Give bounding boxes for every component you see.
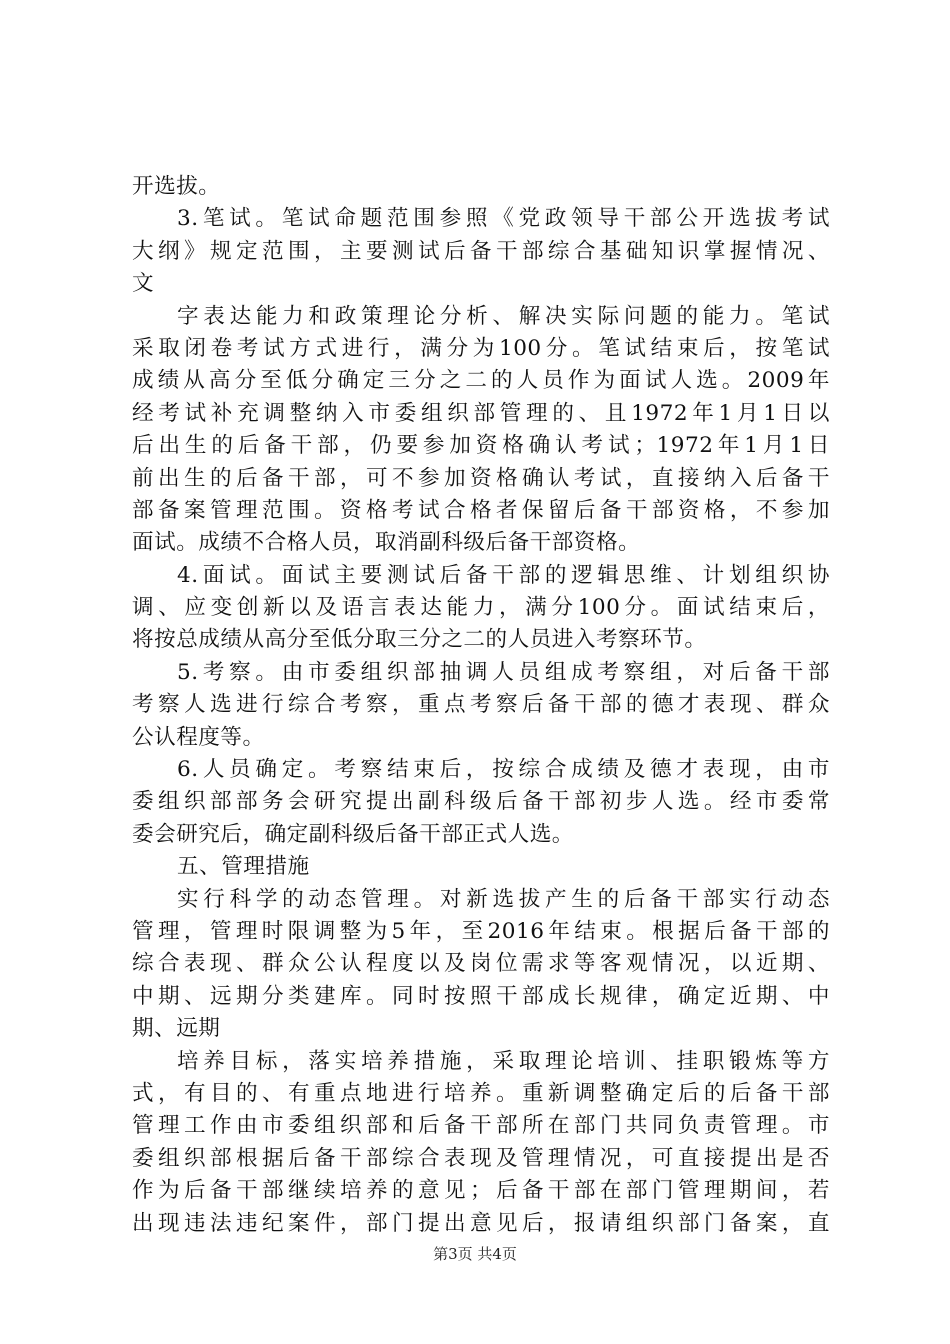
text-line: 出现违法违纪案件，部门提出意见后，报请组织部门备案，直 [132, 1210, 830, 1236]
text-line: 管理工作由市委组织部和后备干部所在部门共同负责管理。市 [132, 1113, 830, 1139]
text-line: 6.人员确定。考察结束后，按综合成绩及德才表现，由市 [177, 757, 830, 783]
text-line: 调、应变创新以及语言表达能力，满分100分。面试结束后， [132, 595, 830, 621]
text-line: 中期、远期分类建库。同时按照干部成长规律，确定近期、中 [132, 983, 830, 1009]
text-line: 作为后备干部继续培养的意见；后备干部在部门管理期间，若 [132, 1178, 830, 1204]
text-line: 面试。成绩不合格人员，取消副科级后备干部资格。 [132, 530, 641, 556]
page-number-label: 第3页 共4页 [433, 1245, 517, 1263]
text-line: 期、远期 [132, 1016, 221, 1042]
text-line: 委组织部部务会研究提出副科级后备干部初步人选。经市委常 [132, 789, 830, 815]
text-line: 大纲》规定范围，主要测试后备干部综合基础知识掌握情况、 [132, 238, 830, 264]
section-heading: 五、管理措施 [177, 854, 310, 880]
text-line: 5.考察。由市委组织部抽调人员组成考察组，对后备干部 [177, 659, 830, 685]
text-line: 式，有目的、有重点地进行培养。重新调整确定后的后备干部 [132, 1080, 830, 1106]
text-line: 字表达能力和政策理论分析、解决实际问题的能力。笔试 [177, 303, 830, 329]
page-footer [0, 1244, 950, 1264]
text-line: 委组织部根据后备干部综合表现及管理情况，可直接提出是否 [132, 1145, 830, 1171]
text-line: 开选拔。 [132, 174, 221, 199]
text-line: 前出生的后备干部，可不参加资格确认考试，直接纳入后备干 [132, 465, 830, 491]
text-line: 经考试补充调整纳入市委组织部管理的、且1972年1月1日以 [132, 400, 830, 426]
text-line: 培养目标，落实培养措施，采取理论培训、挂职锻炼等方 [177, 1048, 830, 1074]
text-line: 4.面试。面试主要测试后备干部的逻辑思维、计划组织协 [177, 562, 830, 588]
text-line: 3.笔试。笔试命题范围参照《党政领导干部公开选拔考试 [177, 206, 830, 232]
text-line: 管理，管理时限调整为5年，至2016年结束。根据后备干部的 [132, 918, 830, 944]
text-line: 采取闭卷考试方式进行，满分为100分。笔试结束后，按笔试 [132, 335, 830, 361]
text-line: 文 [132, 271, 155, 297]
text-line: 委会研究后，确定副科级后备干部正式人选。 [132, 821, 574, 847]
body-text [132, 171, 830, 1240]
text-line: 部备案管理范围。资格考试合格者保留后备干部资格，不参加 [132, 497, 830, 523]
text-line: 综合表现、群众公认程度以及岗位需求等客观情况，以近期、 [132, 951, 830, 977]
text-line: 后出生的后备干部，仍要参加资格确认考试；1972年1月1日 [132, 433, 830, 459]
text-line: 成绩从高分至低分确定三分之二的人员作为面试人选。2009年 [132, 368, 830, 394]
text-line: 将按总成绩从高分至低分取三分之二的人员进入考察环节。 [132, 627, 707, 653]
text-line: 公认程度等。 [132, 724, 265, 750]
text-line: 实行科学的动态管理。对新选拔产生的后备干部实行动态 [177, 886, 830, 912]
text-line: 考察人选进行综合考察，重点考察后备干部的德才表现、群众 [132, 692, 830, 718]
